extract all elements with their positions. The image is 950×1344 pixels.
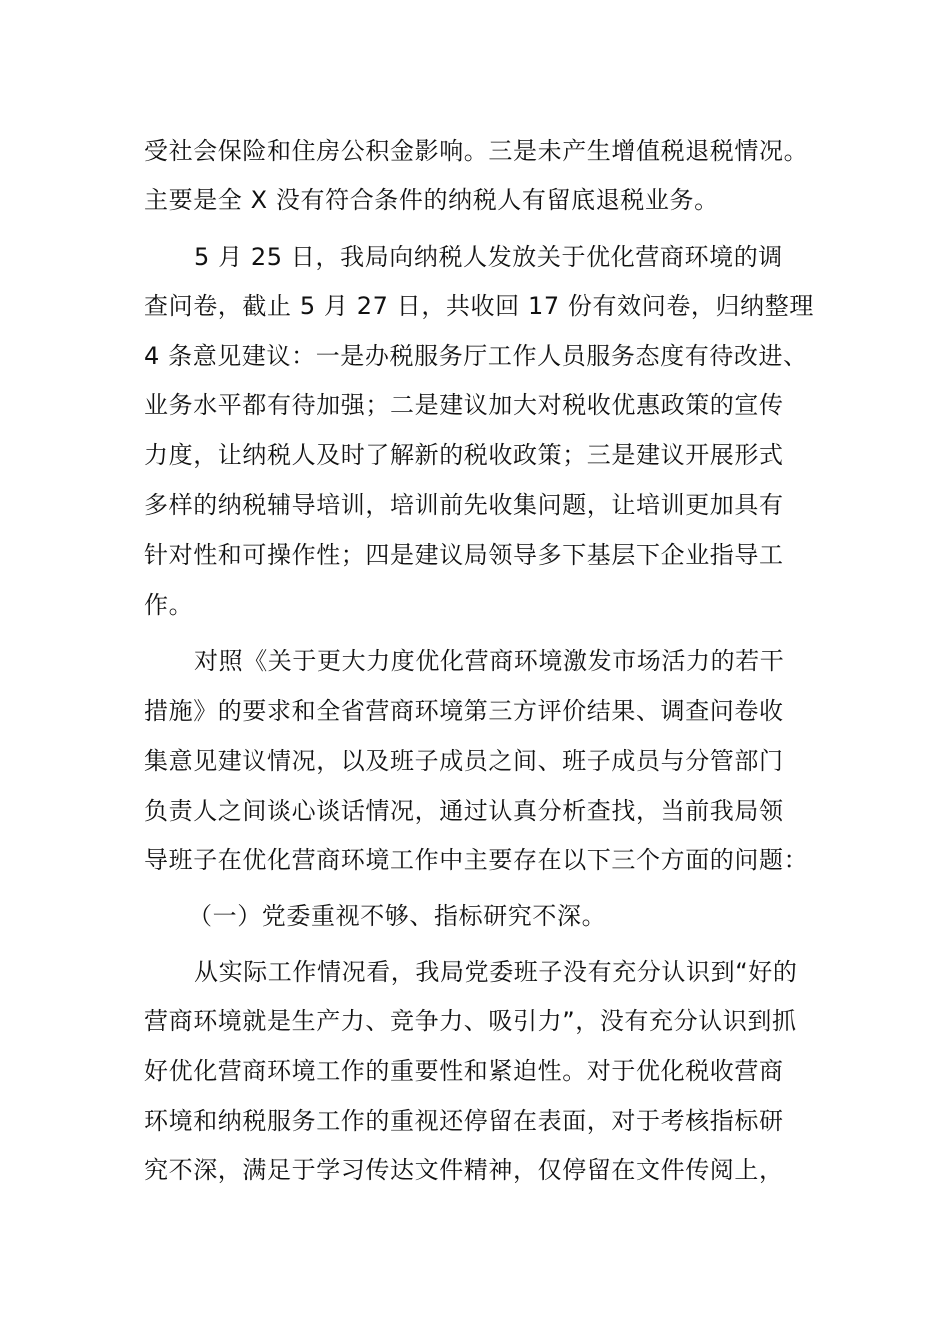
text-line: 集意见建议情况，以及班子成员之间、班子成员与分管部门	[144, 747, 784, 775]
text-line: 针对性和可操作性；四是建议局领导多下基层下企业指导工	[144, 541, 784, 569]
text-line: 4 条意见建议：一是办税服务厅工作人员服务态度有待改进、	[144, 342, 808, 370]
text-line: 负责人之间谈心谈话情况，通过认真分析查找，当前我局领	[144, 797, 784, 825]
text-line: 究不深，满足于学习传达文件精神，仅停留在文件传阅上，	[144, 1156, 784, 1184]
text-line: 导班子在优化营商环境工作中主要存在以下三个方面的问题：	[144, 846, 809, 874]
text-line: 措施》的要求和全省营商环境第三方评价结果、调查问卷收	[144, 697, 784, 725]
text-line: 多样的纳税辅导培训，培训前先收集问题，让培训更加具有	[144, 491, 784, 519]
text-line: 主要是全 X 没有符合条件的纳税人有留底退税业务。	[144, 186, 719, 214]
paragraph-start-line: 从实际工作情况看，我局党委班子没有充分认识到“好的	[194, 958, 798, 986]
text-line: 环境和纳税服务工作的重视还停留在表面，对于考核指标研	[144, 1107, 784, 1135]
text-line: 查问卷，截止 5 月 27 日，共收回 17 份有效问卷，归纳整理	[144, 292, 814, 320]
text-line: 好优化营商环境工作的重要性和紧迫性。对于优化税收营商	[144, 1057, 784, 1085]
text-line: 营商环境就是生产力、竞争力、吸引力”，没有充分认识到抓	[144, 1007, 797, 1035]
section-heading: （一）党委重视不够、指标研究不深。	[188, 902, 607, 930]
paragraph-start-line: 对照《关于更大力度优化营商环境激发市场活力的若干	[194, 647, 785, 675]
text-line: 业务水平都有待加强；二是建议加大对税收优惠政策的宣传	[144, 391, 784, 419]
text-line: 力度，让纳税人及时了解新的税收政策；三是建议开展形式	[144, 441, 784, 469]
paragraph-start-line: 5 月 25 日，我局向纳税人发放关于优化营商环境的调	[194, 243, 783, 271]
text-line: 作。	[144, 591, 194, 619]
text-line: 受社会保险和住房公积金影响。三是未产生增值税退税情况。	[144, 137, 809, 165]
